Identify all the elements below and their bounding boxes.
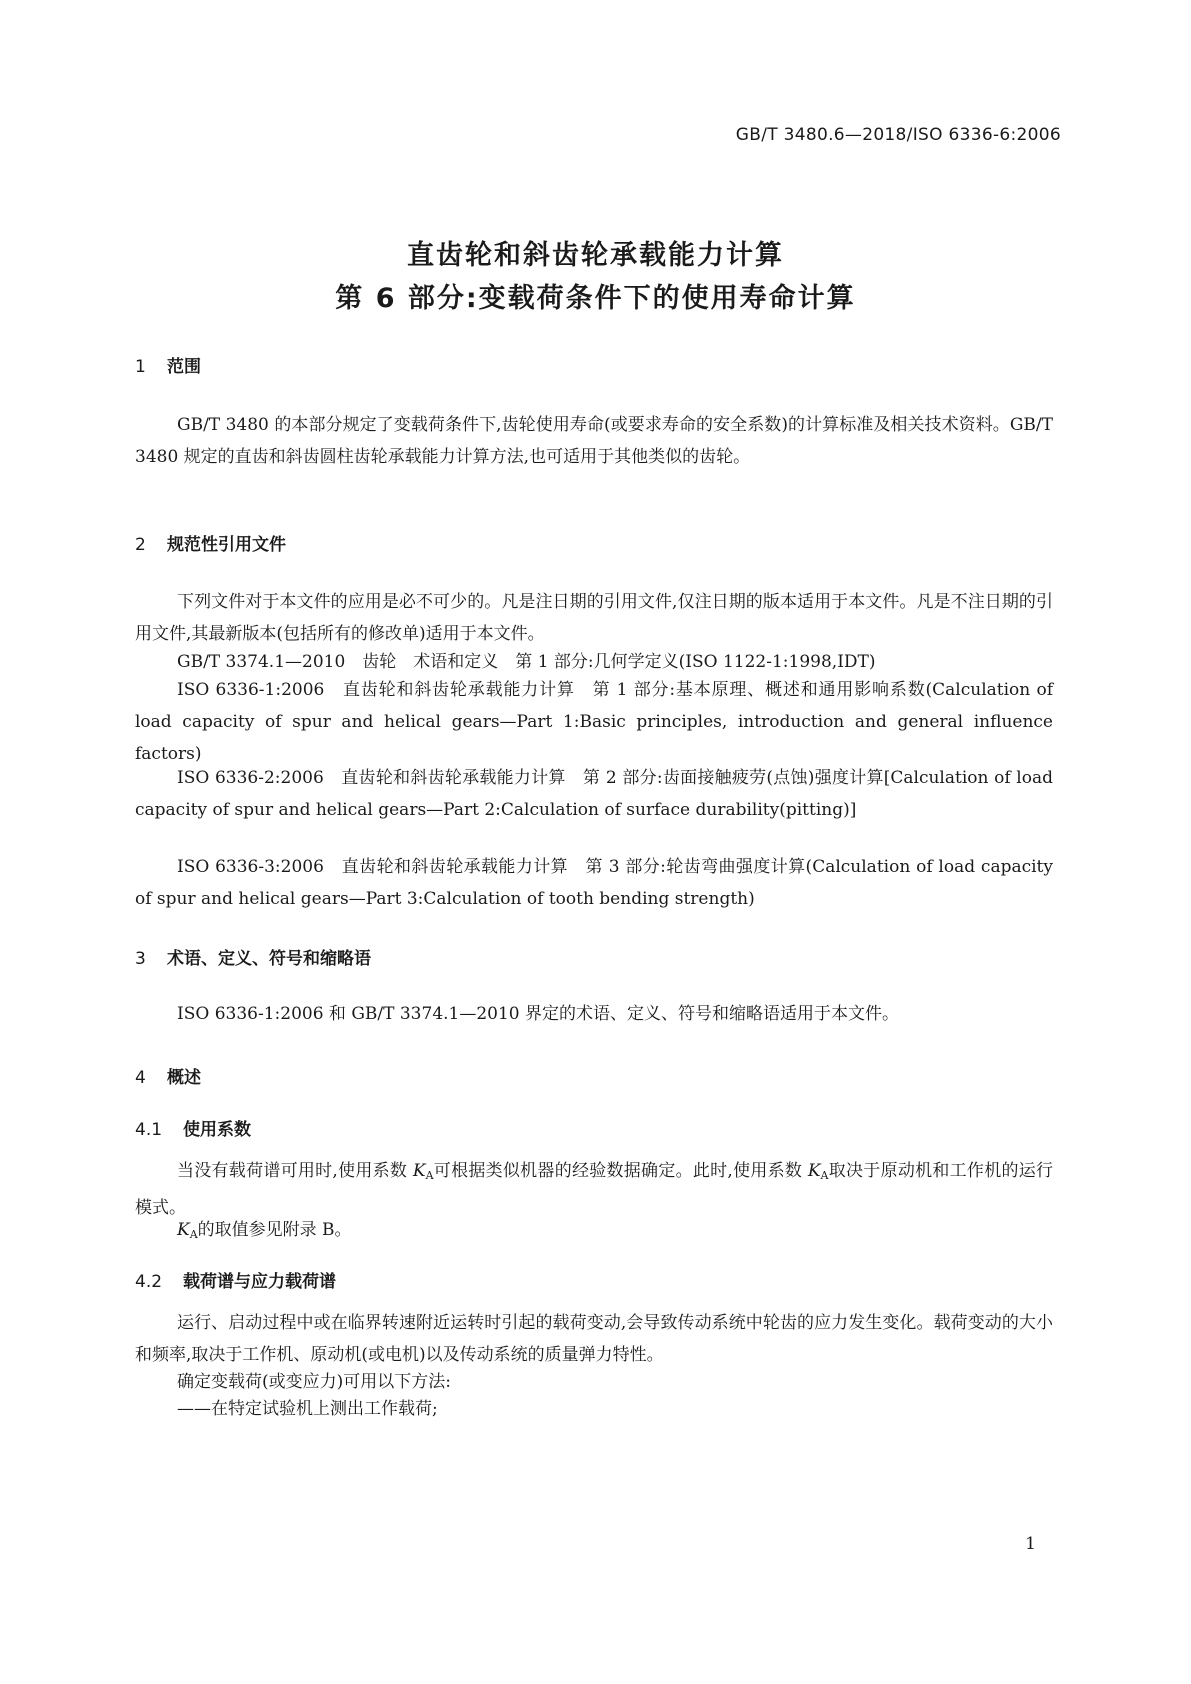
section-4-2-list-item: ——在特定试验机上测出工作载荷; [177,1399,438,1419]
document-title-line-1: 直齿轮和斜齿轮承载能力计算 [407,240,784,271]
symbol-subscript: A [820,1169,829,1182]
section-title: 使用系数 [183,1120,251,1140]
section-title: 载荷谱与应力载荷谱 [183,1272,336,1292]
section-1-heading [135,352,201,377]
page-number: 1 [1025,1534,1036,1554]
section-4-1-heading [135,1115,251,1140]
section-1-paragraph: GB/T 3480 的本部分规定了变载荷条件下,齿轮使用寿命(或要求寿命的安全系数)的计算标准及相关技术资料。GB/T 3480 规定的直齿和斜齿圆柱齿轮承载能力计算方法,也可适用于其他类似的齿轮。 [135,415,1053,467]
section-number: 1 [135,357,146,377]
reference-item: ISO 6336-3:2006 直齿轮和斜齿轮承载能力计算 第 3 部分:轮齿弯曲强度计算(Calculation of load capacity of spur and helical gears—Part 3:Calculation of tooth bending strength) [135,857,1053,909]
section-4-2-methods-intro: 确定变载荷(或变应力)可用以下方法: [177,1372,451,1392]
section-3-heading [135,944,371,969]
section-number: 2 [135,535,146,555]
symbol-k: K [807,1161,821,1181]
reference-item: ISO 6336-2:2006 直齿轮和斜齿轮承载能力计算 第 2 部分:齿面接触疲劳(点蚀)强度计算[Calculation of load capacity of spur and helical gears—Part 2:Calculation of surface durability(pitting)] [135,768,1053,820]
section-number: 4.1 [135,1120,163,1140]
section-2-intro: 下列文件对于本文件的应用是必不可少的。凡是注日期的引用文件,仅注日期的版本适用于本文件。凡是不注日期的引用文件,其最新版本(包括所有的修改单)适用于本文件。 [135,592,1053,644]
symbol-subscript: A [425,1169,434,1182]
section-title: 概述 [167,1068,201,1088]
section-title: 范围 [167,357,201,377]
section-4-2-heading [135,1267,336,1292]
text-run: 可根据类似机器的经验数据确定。此时,使用系数 [433,1161,808,1181]
section-title: 规范性引用文件 [167,535,286,555]
reference-item: ISO 6336-1:2006 直齿轮和斜齿轮承载能力计算 第 1 部分:基本原理、概述和通用影响系数(Calculation of load capacity of spur and helical gears—Part 1:Basic principles, introduction and general influence factors) [135,680,1053,764]
document-title-line-2: 第 6 部分:变载荷条件下的使用寿命计算 [335,283,856,314]
section-number: 4 [135,1068,146,1088]
standard-number-header: GB/T 3480.6—2018/ISO 6336-6:2006 [735,125,1061,145]
text-run: 的取值参见附录 B。 [197,1220,352,1240]
section-4-2-paragraph: 运行、启动过程中或在临界转速附近运转时引起的载荷变动,会导致传动系统中轮齿的应力发生变化。载荷变动的大小和频率,取决于工作机、原动机(或电机)以及传动系统的质量弹力特性。 [135,1313,1053,1365]
symbol-k: K [412,1161,426,1181]
section-4-heading [135,1063,201,1088]
section-2-heading [135,530,286,555]
symbol-subscript: A [189,1228,198,1241]
text-run: 当没有载荷谱可用时,使用系数 [177,1161,413,1181]
section-3-paragraph: ISO 6336-1:2006 和 GB/T 3374.1—2010 界定的术语、定义、符号和缩略语适用于本文件。 [177,1004,900,1024]
text-run: 取决于原动机和工作机的运行模式。 [135,1161,1054,1218]
reference-item: GB/T 3374.1—2010 齿轮 术语和定义 第 1 部分:几何学定义(ISO 1122-1:1998,IDT) [177,652,876,672]
section-title: 术语、定义、符号和缩略语 [167,949,371,969]
symbol-k: K [177,1220,190,1240]
section-4-1-note [177,1214,1053,1251]
section-number: 4.2 [135,1272,163,1292]
section-number: 3 [135,949,146,969]
